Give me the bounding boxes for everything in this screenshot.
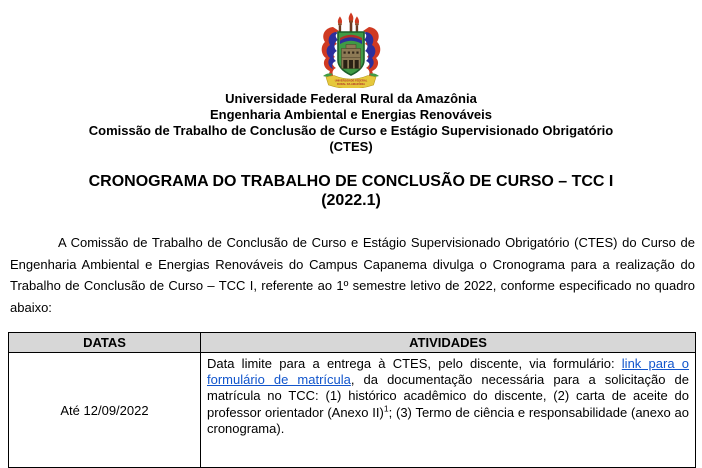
activity-text-end: ; (3) Termo de ciência e responsabilidade (anexo ao cronograma).	[207, 404, 689, 436]
activity-text-after-link: , da documentação necessária para a solicitação de matrícula no TCC: (1) histórico acadêmico do discente, (2) carta de aceite do professor orientador (Anexo II)	[207, 372, 689, 420]
schedule-table	[8, 332, 696, 468]
org-course: Engenharia Ambiental e Energias Renováveis	[209, 107, 492, 122]
logo-lambrequin-right	[363, 27, 380, 77]
column-header-atividades: ATIVIDADES	[201, 333, 696, 353]
logo-ribbon-text-line1: UNIVERSIDADE FEDERAL	[334, 79, 368, 83]
logo-container	[0, 0, 702, 88]
document-title-line1: CRONOGRAMA DO TRABALHO DE CONCLUSÃO DE CURSO – TCC I	[88, 173, 614, 190]
column-header-datas: DATAS	[9, 333, 201, 353]
org-header	[0, 91, 702, 155]
logo-torches	[338, 13, 359, 33]
document-title	[0, 172, 702, 210]
org-commission-acronym: (CTES)	[329, 139, 373, 154]
org-commission: Comissão de Trabalho de Conclusão de Curso e Estágio Supervisionado Obrigatório	[88, 123, 614, 138]
logo-shield	[338, 32, 364, 75]
activity-cell	[201, 353, 696, 468]
logo-ribbon-text-line2: RURAL DA AMAZÔNIA	[336, 82, 366, 86]
ufra-coat-of-arms-logo	[318, 12, 384, 88]
matricula-form-link[interactable]: link para o formulário de matrícula	[207, 356, 690, 388]
logo-ribbon	[326, 76, 376, 89]
intro-paragraph: A Comissão de Trabalho de Conclusão de Curso e Estágio Supervisionado Obrigatório (CTES) do Curso de Engenharia Ambiental e Energias Renováveis do Campus Capanema divulga o Cronograma para a realização do Trabalho de Conclusão de Curso – TCC I, referente ao 1º semestre letivo de 2022, conforme especificado no quadro abaixo:	[10, 235, 695, 315]
org-name: Universidade Federal Rural da Amazônia	[225, 91, 477, 106]
logo-lambrequin-left	[322, 27, 339, 77]
table-header-row	[9, 333, 696, 353]
date-cell: Até 12/09/2022	[9, 353, 201, 468]
footnote-superscript: 1	[383, 403, 389, 414]
table-row	[9, 353, 696, 468]
document-title-line2: (2022.1)	[321, 192, 381, 209]
activity-text-before-link: Data limite para a entrega à CTES, pelo discente, via formulário:	[207, 356, 622, 371]
